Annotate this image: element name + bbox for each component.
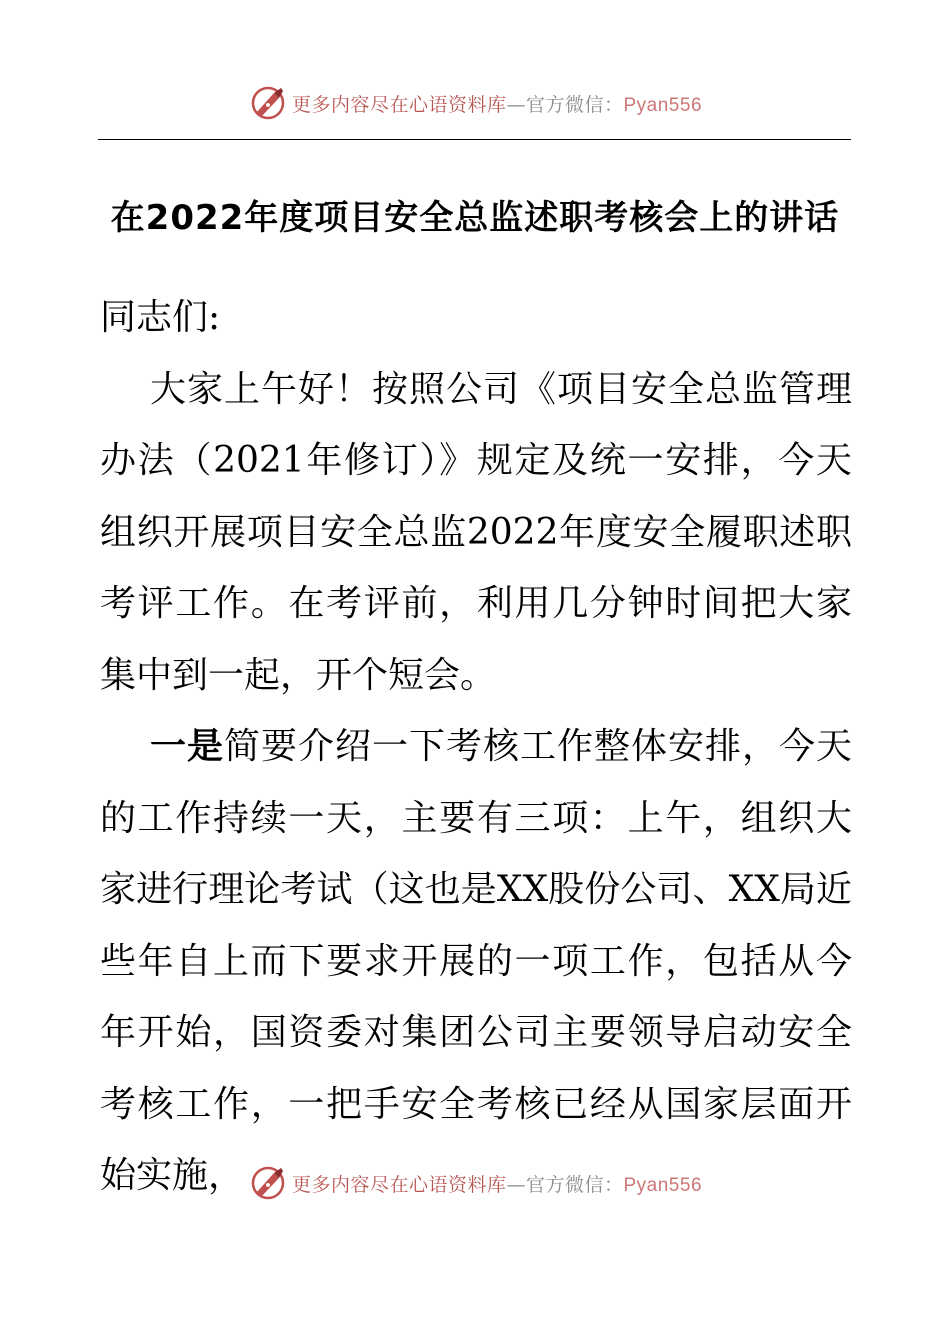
footer-watermark-banner [0,1158,950,1208]
pen-nib-logo-icon [248,1163,288,1203]
banner-main-text: 更多内容尽在心语资料库 [291,93,507,116]
document-title: 在2022年度项目安全总监述职考核会上的讲话 [110,198,840,238]
header-divider [98,139,851,140]
banner-wechat-label: 官方微信： [525,1173,624,1196]
banner-text [292,1170,702,1197]
banner-text [292,90,702,117]
banner-dash: — [506,1173,526,1196]
banner-dash: — [506,93,526,116]
paragraph-2 [100,711,852,1212]
paragraph-2-text: 简要介绍一下考核工作整体安排，今天的工作持续一天，主要有三项：上午，组织大家进行理论考试（这也是XX股份公司、XX局近些年自上而下要求开展的一项工作，包括从今年开始，国资委对集团公司主要领导启动安全考核工作，一把手安全考核已经从国家层面开始实施， [100,726,852,1196]
banner-main-text: 更多内容尽在心语资料库 [291,1173,507,1196]
pen-nib-logo-icon [248,83,288,123]
salutation: 同志们: [100,297,221,338]
paragraph-2-lead: 一是 [150,725,224,767]
document-body [100,282,852,1212]
banner-wechat-id: Pyan556 [623,94,703,116]
banner-wechat-id: Pyan556 [623,1174,703,1196]
paragraph-1: 大家上午好！按照公司《项目安全总监管理办法（2021年修订）》规定及统一安排，今天组织开展项目安全总监2022年度安全履职述职考评工作。在考评前，利用几分钟时间把大家集中到一起，开个短会。 [100,368,852,696]
header-watermark-banner [0,78,950,128]
banner-wechat-label: 官方微信： [525,93,624,116]
